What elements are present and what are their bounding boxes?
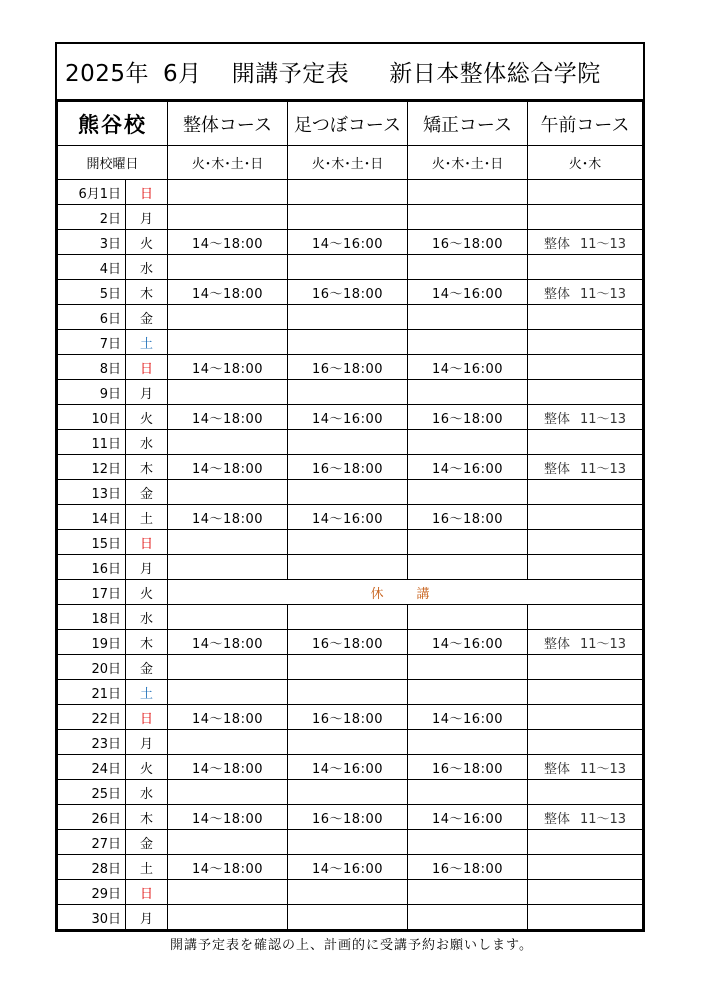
course-days-gozen: 火･木 — [528, 146, 643, 180]
date-cell: 20日 — [58, 655, 126, 680]
seitai-time-cell — [168, 780, 288, 805]
weekday-cell: 水 — [126, 605, 168, 630]
gozen-course-label: 整体 — [543, 761, 570, 777]
gozen-cell — [528, 780, 643, 805]
campus-name: 熊谷校 — [58, 102, 168, 146]
weekday-cell: 日 — [126, 705, 168, 730]
table-row — [58, 530, 643, 555]
seitai-time-cell: 14～18:00 — [168, 705, 288, 730]
table-row — [58, 655, 643, 680]
table-row — [58, 180, 643, 205]
ashitsubo-time-cell — [288, 905, 408, 930]
table-row — [58, 280, 643, 305]
ashitsubo-time-cell — [288, 830, 408, 855]
course-days-kyosei: 火･木･土･日 — [408, 146, 528, 180]
course-days-seitai: 火･木･土･日 — [168, 146, 288, 180]
kyosei-time-cell: 14～16:00 — [408, 630, 528, 655]
seitai-time-cell — [168, 905, 288, 930]
seitai-time-cell — [168, 880, 288, 905]
gozen-course-label: 整体 — [543, 411, 570, 427]
ashitsubo-time-cell: 16～18:00 — [288, 805, 408, 830]
gozen-cell — [528, 755, 643, 780]
course-header-gozen: 午前コース — [528, 102, 643, 146]
gozen-cell — [528, 605, 643, 630]
seitai-time-cell: 14～18:00 — [168, 630, 288, 655]
seitai-time-cell — [168, 330, 288, 355]
kyosei-time-cell — [408, 330, 528, 355]
seitai-time-cell — [168, 830, 288, 855]
table-row — [58, 380, 643, 405]
kyosei-time-cell — [408, 305, 528, 330]
ashitsubo-time-cell: 14～16:00 — [288, 230, 408, 255]
table-row — [58, 305, 643, 330]
title-year: 2025年 — [65, 61, 150, 87]
kyosei-time-cell: 16～18:00 — [408, 230, 528, 255]
title-school: 新日本整体総合学院 — [389, 61, 601, 87]
weekday-cell: 水 — [126, 255, 168, 280]
kyosei-time-cell — [408, 480, 528, 505]
weekday-cell: 日 — [126, 180, 168, 205]
ashitsubo-time-cell: 16～18:00 — [288, 705, 408, 730]
seitai-time-cell: 14～18:00 — [168, 505, 288, 530]
ashitsubo-time-cell — [288, 430, 408, 455]
weekday-cell: 月 — [126, 555, 168, 580]
ashitsubo-time-cell — [288, 480, 408, 505]
kyosei-time-cell — [408, 680, 528, 705]
kyosei-time-cell — [408, 605, 528, 630]
kyosei-time-cell — [408, 555, 528, 580]
ashitsubo-time-cell: 16～18:00 — [288, 455, 408, 480]
kyosei-time-cell — [408, 255, 528, 280]
weekday-cell: 土 — [126, 330, 168, 355]
weekday-cell: 木 — [126, 455, 168, 480]
gozen-cell — [528, 630, 643, 655]
seitai-time-cell — [168, 555, 288, 580]
kyosei-time-cell: 14～16:00 — [408, 280, 528, 305]
kyosei-time-cell — [408, 880, 528, 905]
date-cell: 10日 — [58, 405, 126, 430]
ashitsubo-time-cell — [288, 205, 408, 230]
weekday-cell: 土 — [126, 680, 168, 705]
gozen-course-label: 整体 — [543, 636, 570, 652]
gozen-cell — [528, 305, 643, 330]
ashitsubo-time-cell: 16～18:00 — [288, 280, 408, 305]
date-cell: 13日 — [58, 480, 126, 505]
date-cell: 7日 — [58, 330, 126, 355]
table-row — [58, 405, 643, 430]
seitai-time-cell: 14～18:00 — [168, 755, 288, 780]
date-cell: 23日 — [58, 730, 126, 755]
kyosei-time-cell — [408, 180, 528, 205]
weekday-cell: 日 — [126, 355, 168, 380]
gozen-time: 11～13 — [579, 811, 627, 827]
date-cell: 2日 — [58, 205, 126, 230]
date-cell: 21日 — [58, 680, 126, 705]
date-cell: 18日 — [58, 605, 126, 630]
course-header-seitai: 整体コース — [168, 102, 288, 146]
table-row — [58, 505, 643, 530]
ashitsubo-time-cell — [288, 255, 408, 280]
table-row — [58, 630, 643, 655]
weekday-cell: 日 — [126, 880, 168, 905]
weekday-cell: 金 — [126, 655, 168, 680]
date-cell: 27日 — [58, 830, 126, 855]
gozen-cell — [528, 730, 643, 755]
weekday-cell: 土 — [126, 855, 168, 880]
date-cell: 6月1日 — [58, 180, 126, 205]
seitai-time-cell: 14～18:00 — [168, 355, 288, 380]
course-header-kyosei: 矯正コース — [408, 102, 528, 146]
weekday-cell: 火 — [126, 580, 168, 605]
holiday-cell: 休 講 — [168, 580, 643, 605]
gozen-cell — [528, 430, 643, 455]
seitai-time-cell — [168, 180, 288, 205]
seitai-time-cell — [168, 730, 288, 755]
kyosei-time-cell: 16～18:00 — [408, 855, 528, 880]
gozen-cell — [528, 230, 643, 255]
gozen-cell — [528, 530, 643, 555]
gozen-cell — [528, 505, 643, 530]
table-row — [58, 855, 643, 880]
table-row — [58, 430, 643, 455]
gozen-time: 11～13 — [579, 411, 627, 427]
gozen-cell — [528, 205, 643, 230]
kyosei-time-cell — [408, 430, 528, 455]
gozen-cell — [528, 455, 643, 480]
seitai-time-cell — [168, 255, 288, 280]
ashitsubo-time-cell — [288, 780, 408, 805]
seitai-time-cell: 14～18:00 — [168, 455, 288, 480]
ashitsubo-time-cell — [288, 380, 408, 405]
seitai-time-cell: 14～18:00 — [168, 855, 288, 880]
gozen-cell — [528, 705, 643, 730]
gozen-course-label: 整体 — [543, 236, 570, 252]
date-cell: 3日 — [58, 230, 126, 255]
weekday-cell: 月 — [126, 205, 168, 230]
weekday-cell: 木 — [126, 805, 168, 830]
table-row — [58, 805, 643, 830]
course-header-row — [58, 102, 643, 146]
ashitsubo-time-cell: 14～16:00 — [288, 505, 408, 530]
seitai-time-cell: 14～18:00 — [168, 805, 288, 830]
weekday-cell: 火 — [126, 755, 168, 780]
ashitsubo-time-cell: 14～16:00 — [288, 855, 408, 880]
date-cell: 29日 — [58, 880, 126, 905]
schedule-sheet — [55, 42, 645, 932]
date-cell: 24日 — [58, 755, 126, 780]
gozen-time: 11～13 — [579, 461, 627, 477]
gozen-cell — [528, 805, 643, 830]
ashitsubo-time-cell — [288, 655, 408, 680]
title-schedule: 開講予定表 — [231, 61, 350, 87]
title-month: 6月 — [163, 61, 202, 87]
seitai-time-cell — [168, 655, 288, 680]
footer-note: 開講予定表を確認の上、計画的に受講予約お願いします。 — [170, 938, 533, 953]
kyosei-time-cell — [408, 830, 528, 855]
course-header-ashitsubo: 足つぼコース — [288, 102, 408, 146]
table-row — [58, 230, 643, 255]
date-cell: 8日 — [58, 355, 126, 380]
table-row — [58, 880, 643, 905]
date-cell: 5日 — [58, 280, 126, 305]
kyosei-time-cell: 16～18:00 — [408, 505, 528, 530]
seitai-time-cell — [168, 605, 288, 630]
seitai-time-cell: 14～18:00 — [168, 230, 288, 255]
table-row — [58, 730, 643, 755]
date-cell: 30日 — [58, 905, 126, 930]
date-cell: 25日 — [58, 780, 126, 805]
weekday-cell: 火 — [126, 405, 168, 430]
table-row — [58, 455, 643, 480]
seitai-time-cell — [168, 305, 288, 330]
gozen-course-label: 整体 — [543, 811, 570, 827]
ashitsubo-time-cell — [288, 880, 408, 905]
seitai-time-cell — [168, 380, 288, 405]
table-row — [58, 580, 643, 605]
weekday-cell: 水 — [126, 430, 168, 455]
ashitsubo-time-cell — [288, 680, 408, 705]
gozen-cell — [528, 405, 643, 430]
weekday-cell: 月 — [126, 730, 168, 755]
kyosei-time-cell — [408, 380, 528, 405]
course-days-ashitsubo: 火･木･土･日 — [288, 146, 408, 180]
kyosei-time-cell: 14～16:00 — [408, 455, 528, 480]
seitai-time-cell: 14～18:00 — [168, 405, 288, 430]
table-row — [58, 905, 643, 930]
gozen-time: 11～13 — [579, 636, 627, 652]
date-cell: 17日 — [58, 580, 126, 605]
days-label: 開校曜日 — [58, 146, 168, 180]
weekday-cell: 金 — [126, 480, 168, 505]
table-row — [58, 705, 643, 730]
kyosei-time-cell: 14～16:00 — [408, 705, 528, 730]
seitai-time-cell — [168, 430, 288, 455]
date-cell: 6日 — [58, 305, 126, 330]
schedule-table — [57, 101, 643, 930]
date-cell: 19日 — [58, 630, 126, 655]
ashitsubo-time-cell — [288, 530, 408, 555]
weekday-cell: 木 — [126, 280, 168, 305]
ashitsubo-time-cell — [288, 605, 408, 630]
ashitsubo-time-cell: 14～16:00 — [288, 755, 408, 780]
table-row — [58, 780, 643, 805]
seitai-time-cell — [168, 530, 288, 555]
ashitsubo-time-cell: 16～18:00 — [288, 630, 408, 655]
gozen-course-label: 整体 — [543, 286, 570, 302]
weekday-cell: 土 — [126, 505, 168, 530]
gozen-course-label: 整体 — [543, 461, 570, 477]
table-row — [58, 830, 643, 855]
gozen-cell — [528, 180, 643, 205]
seitai-time-cell — [168, 480, 288, 505]
weekday-cell: 火 — [126, 230, 168, 255]
table-row — [58, 355, 643, 380]
kyosei-time-cell: 14～16:00 — [408, 805, 528, 830]
weekday-cell: 金 — [126, 830, 168, 855]
kyosei-time-cell — [408, 530, 528, 555]
page-title — [57, 44, 643, 101]
gozen-cell — [528, 280, 643, 305]
date-cell: 9日 — [58, 380, 126, 405]
gozen-cell — [528, 555, 643, 580]
ashitsubo-time-cell: 16～18:00 — [288, 355, 408, 380]
seitai-time-cell: 14～18:00 — [168, 280, 288, 305]
gozen-time: 11～13 — [579, 761, 627, 777]
ashitsubo-time-cell — [288, 305, 408, 330]
gozen-time: 11～13 — [579, 286, 627, 302]
gozen-cell — [528, 855, 643, 880]
date-cell: 4日 — [58, 255, 126, 280]
ashitsubo-time-cell: 14～16:00 — [288, 405, 408, 430]
gozen-cell — [528, 255, 643, 280]
seitai-time-cell — [168, 205, 288, 230]
date-cell: 15日 — [58, 530, 126, 555]
kyosei-time-cell — [408, 730, 528, 755]
course-days-row — [58, 146, 643, 180]
table-row — [58, 330, 643, 355]
ashitsubo-time-cell — [288, 555, 408, 580]
gozen-cell — [528, 905, 643, 930]
date-cell: 26日 — [58, 805, 126, 830]
gozen-cell — [528, 330, 643, 355]
table-row — [58, 755, 643, 780]
date-cell: 12日 — [58, 455, 126, 480]
weekday-cell: 日 — [126, 530, 168, 555]
kyosei-time-cell — [408, 655, 528, 680]
date-cell: 22日 — [58, 705, 126, 730]
kyosei-time-cell: 16～18:00 — [408, 405, 528, 430]
kyosei-time-cell: 16～18:00 — [408, 755, 528, 780]
date-cell: 11日 — [58, 430, 126, 455]
kyosei-time-cell — [408, 205, 528, 230]
gozen-time: 11～13 — [579, 236, 627, 252]
weekday-cell: 月 — [126, 905, 168, 930]
kyosei-time-cell — [408, 905, 528, 930]
table-row — [58, 480, 643, 505]
table-row — [58, 555, 643, 580]
weekday-cell: 金 — [126, 305, 168, 330]
gozen-cell — [528, 655, 643, 680]
gozen-cell — [528, 380, 643, 405]
weekday-cell: 水 — [126, 780, 168, 805]
gozen-cell — [528, 680, 643, 705]
table-row — [58, 680, 643, 705]
seitai-time-cell — [168, 680, 288, 705]
date-cell: 28日 — [58, 855, 126, 880]
ashitsubo-time-cell — [288, 330, 408, 355]
ashitsubo-time-cell — [288, 180, 408, 205]
gozen-cell — [528, 480, 643, 505]
gozen-cell — [528, 830, 643, 855]
kyosei-time-cell: 14～16:00 — [408, 355, 528, 380]
weekday-cell: 木 — [126, 630, 168, 655]
date-cell: 14日 — [58, 505, 126, 530]
table-row — [58, 605, 643, 630]
date-cell: 16日 — [58, 555, 126, 580]
ashitsubo-time-cell — [288, 730, 408, 755]
table-row — [58, 205, 643, 230]
gozen-cell — [528, 355, 643, 380]
weekday-cell: 月 — [126, 380, 168, 405]
gozen-cell — [528, 880, 643, 905]
table-row — [58, 255, 643, 280]
kyosei-time-cell — [408, 780, 528, 805]
